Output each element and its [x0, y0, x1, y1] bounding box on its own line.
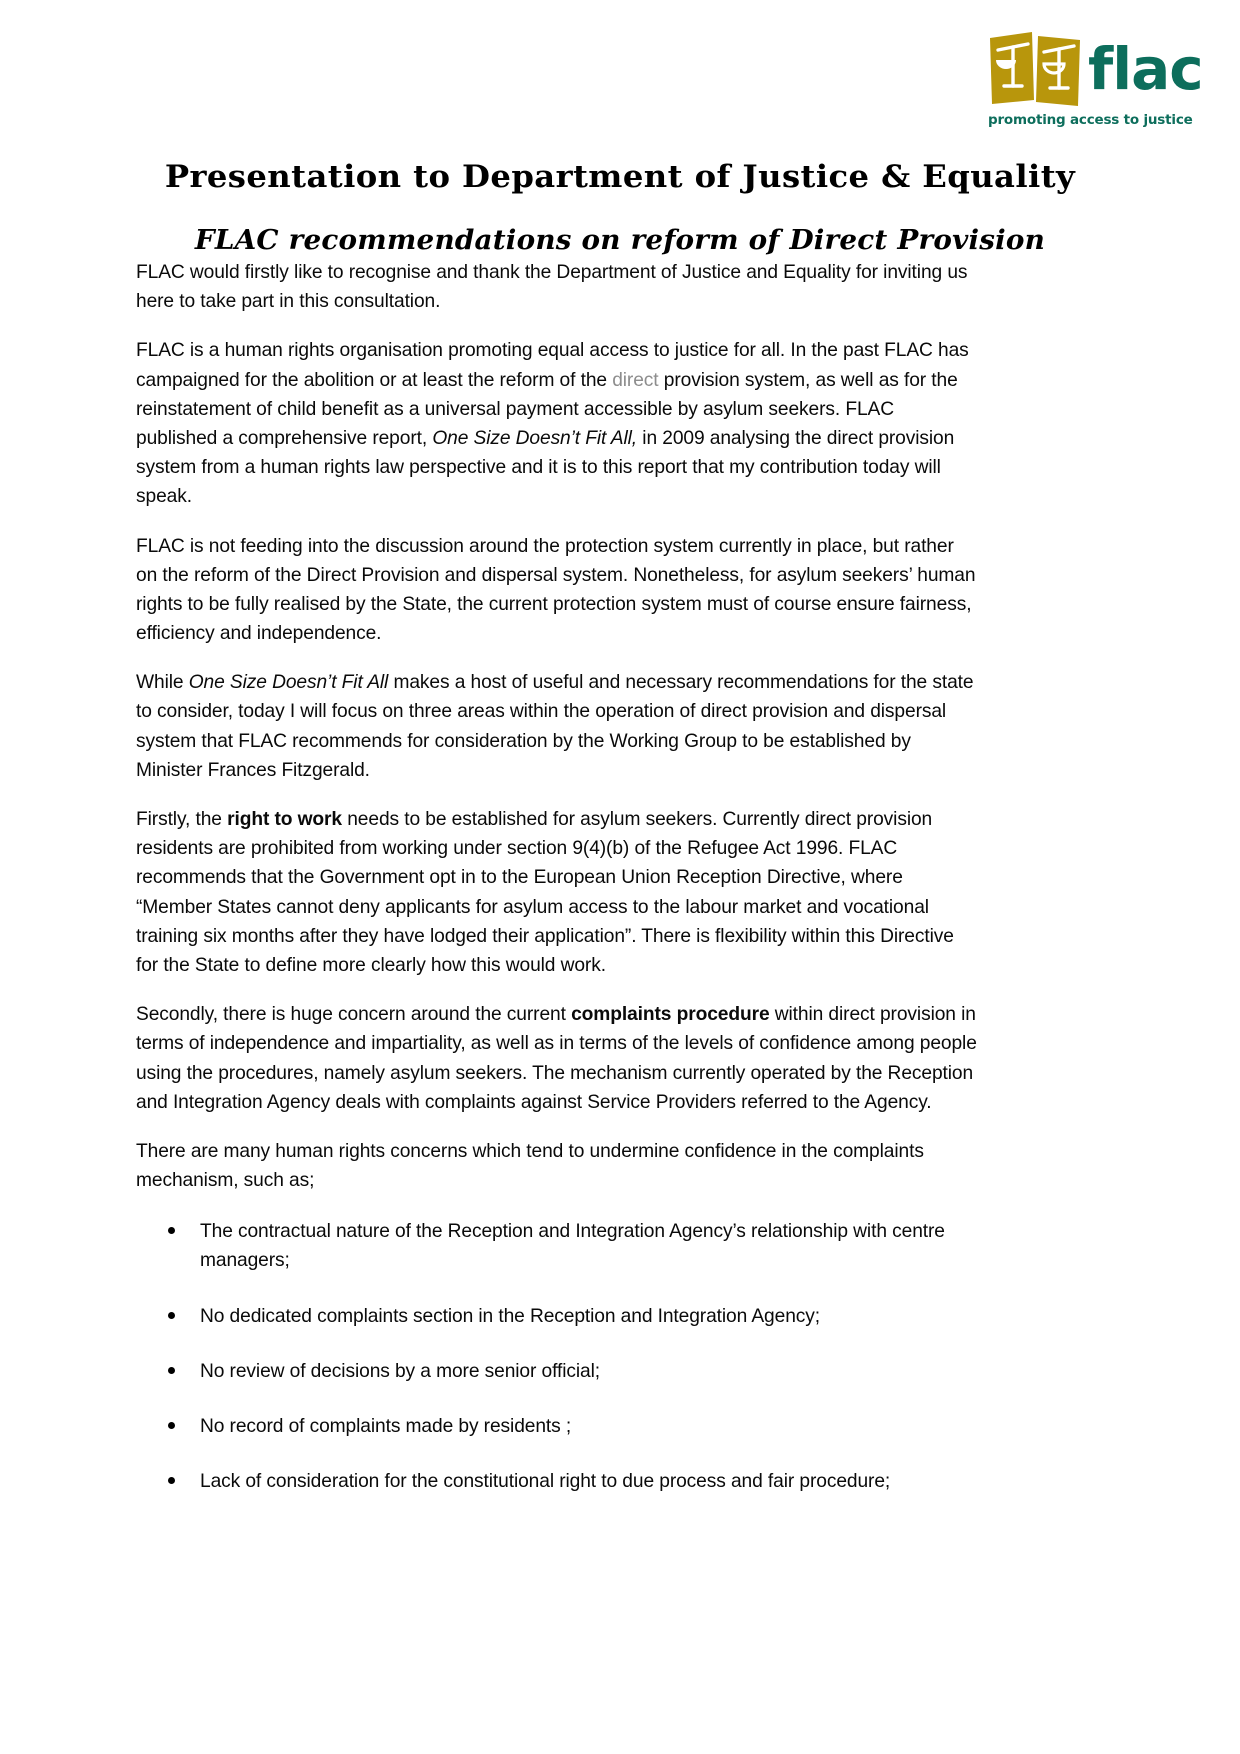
emphasis-right-to-work: right to work	[227, 809, 342, 830]
list-item	[136, 1467, 980, 1496]
paragraph-concerns-lead-in: There are many human rights concerns which tend to undermine confidence in the complaints mechanism, such as;	[136, 1140, 924, 1192]
text-run: FLAC is a human rights organisation promoting equal access to justice for all. In the past FLAC has campaigned for the abolition or at least the reform of the	[136, 340, 969, 391]
bullet-icon	[168, 1422, 175, 1429]
paragraph-complaints-procedure	[136, 1000, 980, 1117]
bullet-icon	[168, 1227, 175, 1234]
flac-wordmark: flac	[1088, 35, 1203, 103]
flac-logo	[988, 30, 1203, 130]
text-run: While	[136, 672, 189, 694]
list-item-label: No review of decisions by a more senior official;	[200, 1360, 600, 1382]
text-run: in 2009 analysing the direct provision system from a human rights law perspective and it is to this report that my contribution today will speak.	[136, 427, 955, 508]
document-body	[136, 258, 980, 1522]
list-item-label: No record of complaints made by residents ;	[200, 1416, 572, 1437]
emphasis-complaints-procedure: complaints procedure	[571, 1004, 770, 1026]
text-run: within direct provision in terms of independence and impartiality, as well as in terms of the levels of confidence among people using the procedures, namely asylum seekers. The mechanism currently operated by the Reception and Integration Agency deals with complaints against Service Providers referred to the Agency.	[136, 1004, 977, 1113]
bullet-icon	[168, 1312, 175, 1319]
report-title-italic: One Size Doesn’t Fit All,	[432, 427, 638, 449]
paragraph-right-to-work	[136, 805, 980, 980]
text-run-muted-direct: direct	[612, 369, 659, 391]
scales-of-justice-icon	[988, 30, 1082, 110]
list-item	[136, 1302, 980, 1331]
report-title-italic: One Size Doesn’t Fit All	[188, 672, 389, 694]
list-item	[136, 1412, 980, 1441]
text-run: provision system, as well as for the reinstatement of child benefit as a universal payment accessible by asylum seekers. FLAC published a comprehensive report,	[136, 369, 958, 449]
paragraph-scope: FLAC is not feeding into the discussion around the protection system currently in place, but rather on the reform of the Direct Provision and dispersal system. Nonetheless, for asylum seekers’ human rights to be fully realised by the State, the current protection system must of course ensure fairness, efficiency and independence.	[136, 535, 976, 645]
paragraph-intro: FLAC would firstly like to recognise and thank the Department of Justice and Equality for inviting us here to take part in this consultation.	[136, 262, 968, 313]
list-item-label: No dedicated complaints section in the Reception and Integration Agency;	[200, 1305, 820, 1327]
concerns-list	[136, 1217, 980, 1496]
list-item-label: Lack of consideration for the constitutional right to due process and fair procedure;	[200, 1471, 891, 1493]
list-item	[136, 1357, 980, 1386]
text-run: needs to be established for asylum seekers. Currently direct provision residents are prohibited from working under section 9(4)(b) of the Refugee Act 1996. FLAC recommends that the Government opt in to the European Union Reception Directive, where “Member States cannot deny applicants for asylum access to the labour market and vocational training six months after they have lodged their application”. There is flexibility within this Directive for the State to define more clearly how this would work.	[136, 809, 954, 976]
text-run: Secondly, there is huge concern around the current	[136, 1004, 572, 1026]
text-run: makes a host of useful and necessary recommendations for the state to consider, today I will focus on three areas within the operation of direct provision and dispersal system that FLAC recommends for consideration by the Working Group to be established by Minister Frances Fitzgerald.	[136, 672, 974, 781]
list-item-label: The contractual nature of the Reception and Integration Agency’s relationship with centre managers;	[200, 1221, 945, 1272]
text-run: Firstly, the	[136, 809, 228, 830]
paragraph-about-flac	[136, 336, 980, 511]
list-item	[136, 1217, 980, 1275]
flac-tagline: promoting access to justice	[988, 112, 1193, 128]
bullet-icon	[168, 1367, 175, 1374]
page-subtitle: FLAC recommendations on reform of Direct Provision	[194, 225, 1046, 257]
bullet-icon	[168, 1477, 175, 1484]
paragraph-focus-areas	[136, 668, 980, 785]
page-title: Presentation to Department of Justice & Equality	[164, 158, 1076, 195]
